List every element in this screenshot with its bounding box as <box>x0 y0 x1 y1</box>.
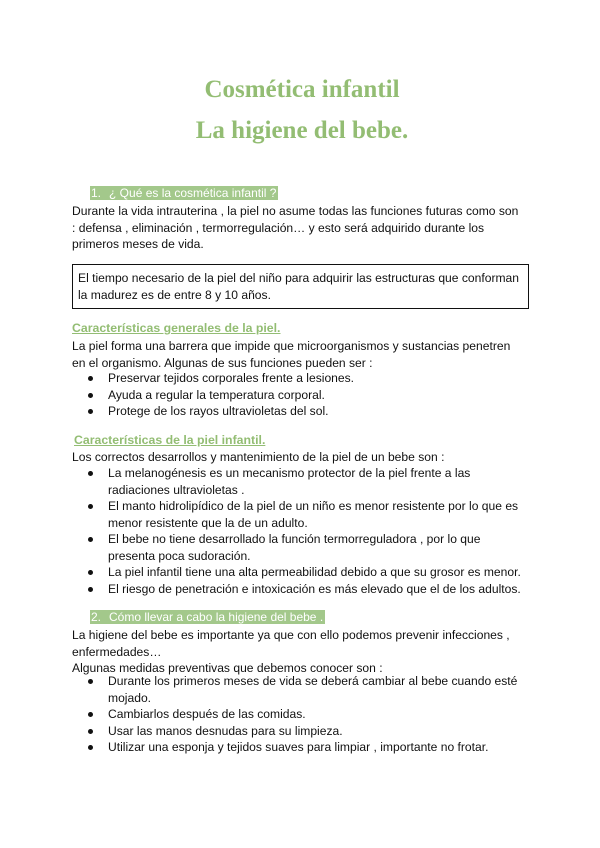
list-item-text: Ayuda a regular la temperatura corporal. <box>108 387 325 402</box>
list-item-text: Usar las manos desnudas para su limpieza. <box>108 723 343 738</box>
bullet-icon <box>88 376 93 381</box>
list-item <box>72 706 532 723</box>
document-title: Cosmética infantil <box>204 76 400 103</box>
section-1-heading-text: ¿ Qué es la cosmética infantil ? <box>109 186 277 200</box>
list-item <box>72 673 532 706</box>
bullet-icon <box>88 570 93 575</box>
section-2-bullet-list <box>72 673 532 756</box>
list-item-text: La piel infantil tiene una alta permeabilidad debido a que su grosor es menor. <box>108 565 521 579</box>
paragraph-line: Algunas medidas preventivas que debemos conocer son : <box>72 661 383 675</box>
list-item-text: mojado. <box>108 690 152 705</box>
bullet-icon <box>88 712 93 717</box>
list-item <box>72 723 532 740</box>
general-characteristics-heading: Características generales de la piel. <box>72 321 281 335</box>
list-item-text: El manto hidrolipídico de la piel de un niño es menor resistente por lo que es <box>108 499 519 513</box>
list-item-text: menor resistente que la de un adulto. <box>108 515 308 530</box>
list-item-text: Durante los primeros meses de vida se deberá cambiar al bebe cuando esté <box>108 674 518 688</box>
infant-bullet-list <box>72 465 532 597</box>
list-item <box>72 531 532 564</box>
list-item-text: presenta poca sudoración. <box>108 548 251 563</box>
infant-intro: Los correctos desarrollos y mantenimiento de la piel de un bebe son : <box>72 450 445 464</box>
general-bullet-list <box>72 370 532 420</box>
paragraph-line: Durante la vida intrauterina , la piel no asume todas las funciones futuras como son <box>72 204 519 218</box>
bullet-icon <box>88 679 93 684</box>
section-1-number: 1. <box>91 186 102 200</box>
highlight-box <box>72 264 529 309</box>
list-item <box>72 498 532 531</box>
list-item <box>72 581 532 598</box>
list-item-text: Utilizar una esponja y tejidos suaves para limpiar , importante no frotar. <box>108 740 489 754</box>
section-1-paragraph <box>72 203 532 253</box>
bullet-icon <box>88 504 93 509</box>
paragraph-line: en el organismo. Algunas de sus funciones pueden ser : <box>72 355 373 370</box>
bullet-icon <box>88 729 93 734</box>
paragraph-line: La higiene del bebe es importante ya que con ello podemos prevenir infecciones , <box>72 628 510 642</box>
list-item <box>72 564 532 581</box>
list-item-text: Protege de los rayos ultravioletas del sol. <box>108 404 329 418</box>
bullet-icon <box>88 537 93 542</box>
paragraph-line: La piel forma una barrera que impide que microorganismos y sustancias penetren <box>72 339 511 353</box>
list-item <box>72 739 532 756</box>
bullet-icon <box>88 745 93 750</box>
bullet-icon <box>88 393 93 398</box>
list-item-text: La melanogénesis es un mecanismo protector de la piel frente a las <box>108 466 471 480</box>
list-item <box>72 387 532 404</box>
general-intro <box>72 338 532 371</box>
document-subtitle: La higiene del bebe. <box>195 117 409 144</box>
infant-skin-heading: Características de la piel infantil. <box>74 433 266 447</box>
section-2-number: 2. <box>91 610 102 624</box>
list-item <box>72 403 532 420</box>
section-2-paragraph <box>72 627 532 677</box>
section-2-heading <box>90 610 325 624</box>
paragraph-line: primeros meses de vida. <box>72 237 204 251</box>
section-1-heading <box>90 186 278 200</box>
list-item <box>72 370 532 387</box>
list-item-text: El riesgo de penetración e intoxicación es más elevado que el de los adultos. <box>108 581 521 596</box>
box-line: El tiempo necesario de la piel del niño para adquirir las estructuras que conforman <box>78 271 519 285</box>
box-line: la madurez es de entre 8 y 10 años. <box>78 287 271 302</box>
bullet-icon <box>88 409 93 414</box>
paragraph-line: enfermedades… <box>72 644 162 659</box>
list-item-text: Cambiarlos después de las comidas. <box>108 707 306 721</box>
list-item-text: Preservar tejidos corporales frente a lesiones. <box>108 371 355 385</box>
list-item-text: El bebe no tiene desarrollado la función termorreguladora , por lo que <box>108 532 481 546</box>
bullet-icon <box>88 587 93 592</box>
section-2-heading-text: Cómo llevar a cabo la higiene del bebe . <box>109 610 324 624</box>
list-item <box>72 465 532 498</box>
bullet-icon <box>88 471 93 476</box>
paragraph-line: : defensa , eliminación , termorregulación… y esto será adquirido durante los <box>72 220 485 235</box>
list-item-text: radiaciones ultravioletas . <box>108 482 245 497</box>
